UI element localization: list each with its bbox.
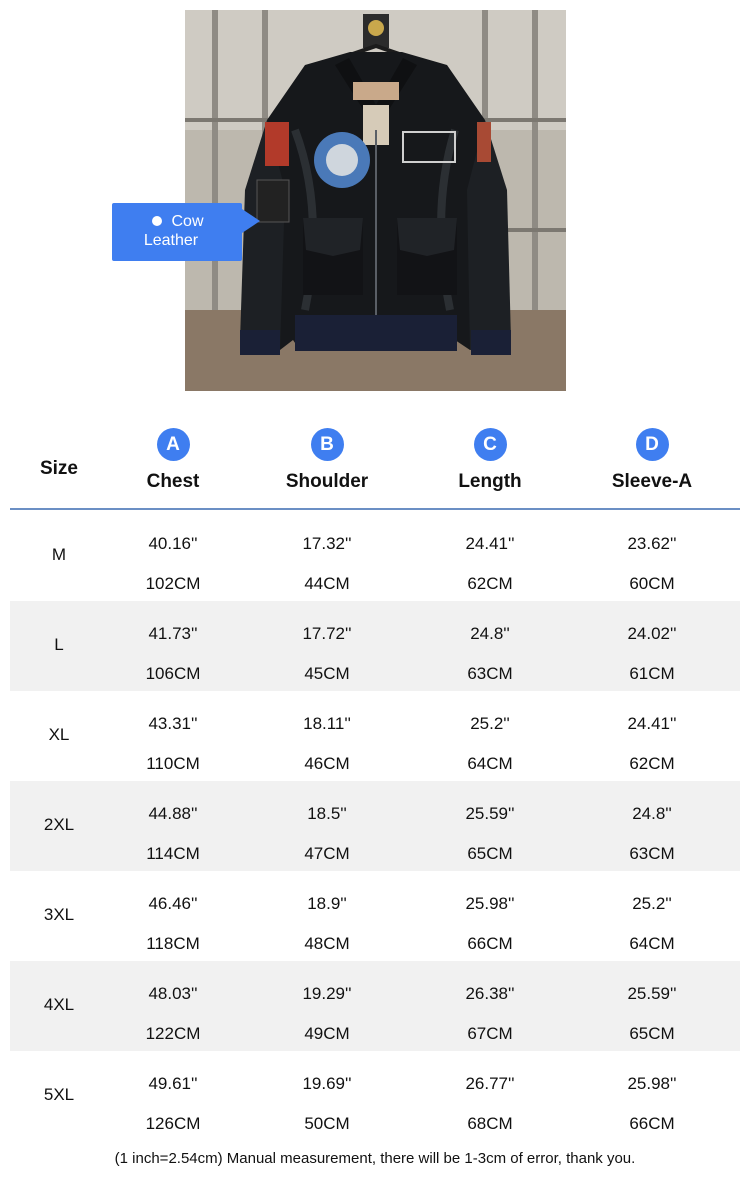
size-cell: 2XL	[43, 815, 75, 834]
chest-cm: 126CM	[145, 1114, 201, 1133]
length-column-header	[440, 420, 540, 508]
chest-inch: 43.31''	[148, 714, 198, 733]
shoulder-inch: 19.29''	[302, 984, 352, 1003]
sleeve-column-header	[602, 420, 702, 508]
size-cell: M	[51, 545, 67, 564]
column-label-length: Length	[458, 471, 522, 492]
header-divider	[10, 508, 740, 510]
chest-cm: 114CM	[146, 844, 200, 863]
shoulder-inch: 19.69''	[302, 1074, 352, 1093]
sleeve-cm: 63CM	[629, 844, 675, 863]
chest-cm: 122CM	[145, 1024, 201, 1043]
column-badge-d: D	[636, 428, 669, 461]
sleeve-cm: 65CM	[629, 1024, 675, 1043]
shoulder-cm: 46CM	[304, 754, 350, 773]
table-row	[10, 691, 740, 781]
length-cm: 68CM	[467, 1114, 513, 1133]
shoulder-inch: 18.11''	[303, 714, 351, 733]
table-row	[10, 781, 740, 871]
shoulder-cm: 48CM	[304, 934, 350, 953]
sleeve-inch: 24.41''	[627, 714, 677, 733]
length-inch: 24.8''	[470, 624, 510, 643]
chest-cm: 110CM	[146, 754, 200, 773]
length-inch: 24.41''	[465, 534, 515, 553]
length-cm: 66CM	[467, 934, 513, 953]
size-cell: XL	[48, 725, 70, 744]
table-row	[10, 871, 740, 961]
callout-text-line1: Cow	[171, 213, 204, 230]
shoulder-inch: 18.9''	[307, 894, 347, 913]
chest-inch: 49.61''	[148, 1074, 198, 1093]
size-cell: 5XL	[43, 1085, 75, 1104]
size-table-body	[10, 511, 740, 1141]
table-row	[10, 1051, 740, 1141]
chest-inch: 46.46''	[148, 894, 198, 913]
chest-inch: 48.03''	[148, 984, 198, 1003]
sleeve-inch: 25.98''	[627, 1074, 677, 1093]
shoulder-cm: 50CM	[304, 1114, 350, 1133]
bullet-icon	[152, 216, 162, 226]
length-cm: 64CM	[467, 754, 513, 773]
sleeve-cm: 64CM	[629, 934, 675, 953]
callout-text-line2: Leather	[143, 232, 199, 249]
length-inch: 25.2''	[470, 714, 510, 733]
sleeve-cm: 61CM	[629, 664, 675, 683]
column-badge-a: A	[157, 428, 190, 461]
table-row	[10, 511, 740, 601]
shoulder-cm: 45CM	[304, 664, 350, 683]
length-inch: 26.77''	[465, 1074, 515, 1093]
sleeve-inch: 24.8''	[632, 804, 672, 823]
column-label-shoulder: Shoulder	[285, 471, 369, 492]
chest-inch: 40.16''	[148, 534, 198, 553]
sleeve-cm: 66CM	[629, 1114, 675, 1133]
sleeve-cm: 62CM	[629, 754, 675, 773]
column-label-sleeve: Sleeve-A	[611, 471, 693, 492]
sleeve-inch: 23.62''	[627, 534, 677, 553]
shoulder-inch: 17.72''	[302, 624, 352, 643]
sleeve-inch: 25.2''	[632, 894, 672, 913]
chest-cm: 118CM	[146, 934, 200, 953]
chest-cm: 102CM	[145, 574, 201, 593]
size-table-header	[10, 420, 740, 510]
length-inch: 25.98''	[465, 894, 515, 913]
shoulder-inch: 18.5''	[307, 804, 347, 823]
length-cm: 65CM	[467, 844, 513, 863]
chest-column-header	[123, 420, 223, 508]
leather-jacket-image	[185, 10, 566, 391]
table-row	[10, 961, 740, 1051]
column-label-chest: Chest	[146, 471, 200, 492]
length-cm: 63CM	[467, 664, 513, 683]
size-cell: 3XL	[43, 905, 75, 924]
length-cm: 62CM	[467, 574, 513, 593]
sleeve-inch: 25.59''	[627, 984, 677, 1003]
shoulder-cm: 47CM	[304, 844, 350, 863]
chest-inch: 44.88''	[148, 804, 198, 823]
shoulder-inch: 17.32''	[302, 534, 352, 553]
column-badge-b: B	[311, 428, 344, 461]
material-callout	[112, 203, 242, 261]
shoulder-column-header	[277, 420, 377, 508]
sleeve-cm: 60CM	[629, 574, 675, 593]
product-photo	[185, 10, 566, 391]
length-inch: 25.59''	[465, 804, 515, 823]
length-cm: 67CM	[467, 1024, 513, 1043]
size-cell: L	[54, 635, 64, 654]
shoulder-cm: 44CM	[304, 574, 350, 593]
size-cell: 4XL	[43, 995, 75, 1014]
measurement-note: (1 inch=2.54cm) Manual measurement, there will be 1-3cm of error, thank you.	[114, 1150, 636, 1167]
table-row	[10, 601, 740, 691]
size-column-header: Size	[39, 458, 79, 479]
chest-cm: 106CM	[145, 664, 201, 683]
column-badge-c: C	[474, 428, 507, 461]
chest-inch: 41.73''	[148, 624, 198, 643]
length-inch: 26.38''	[465, 984, 515, 1003]
shoulder-cm: 49CM	[304, 1024, 350, 1043]
sleeve-inch: 24.02''	[627, 624, 677, 643]
